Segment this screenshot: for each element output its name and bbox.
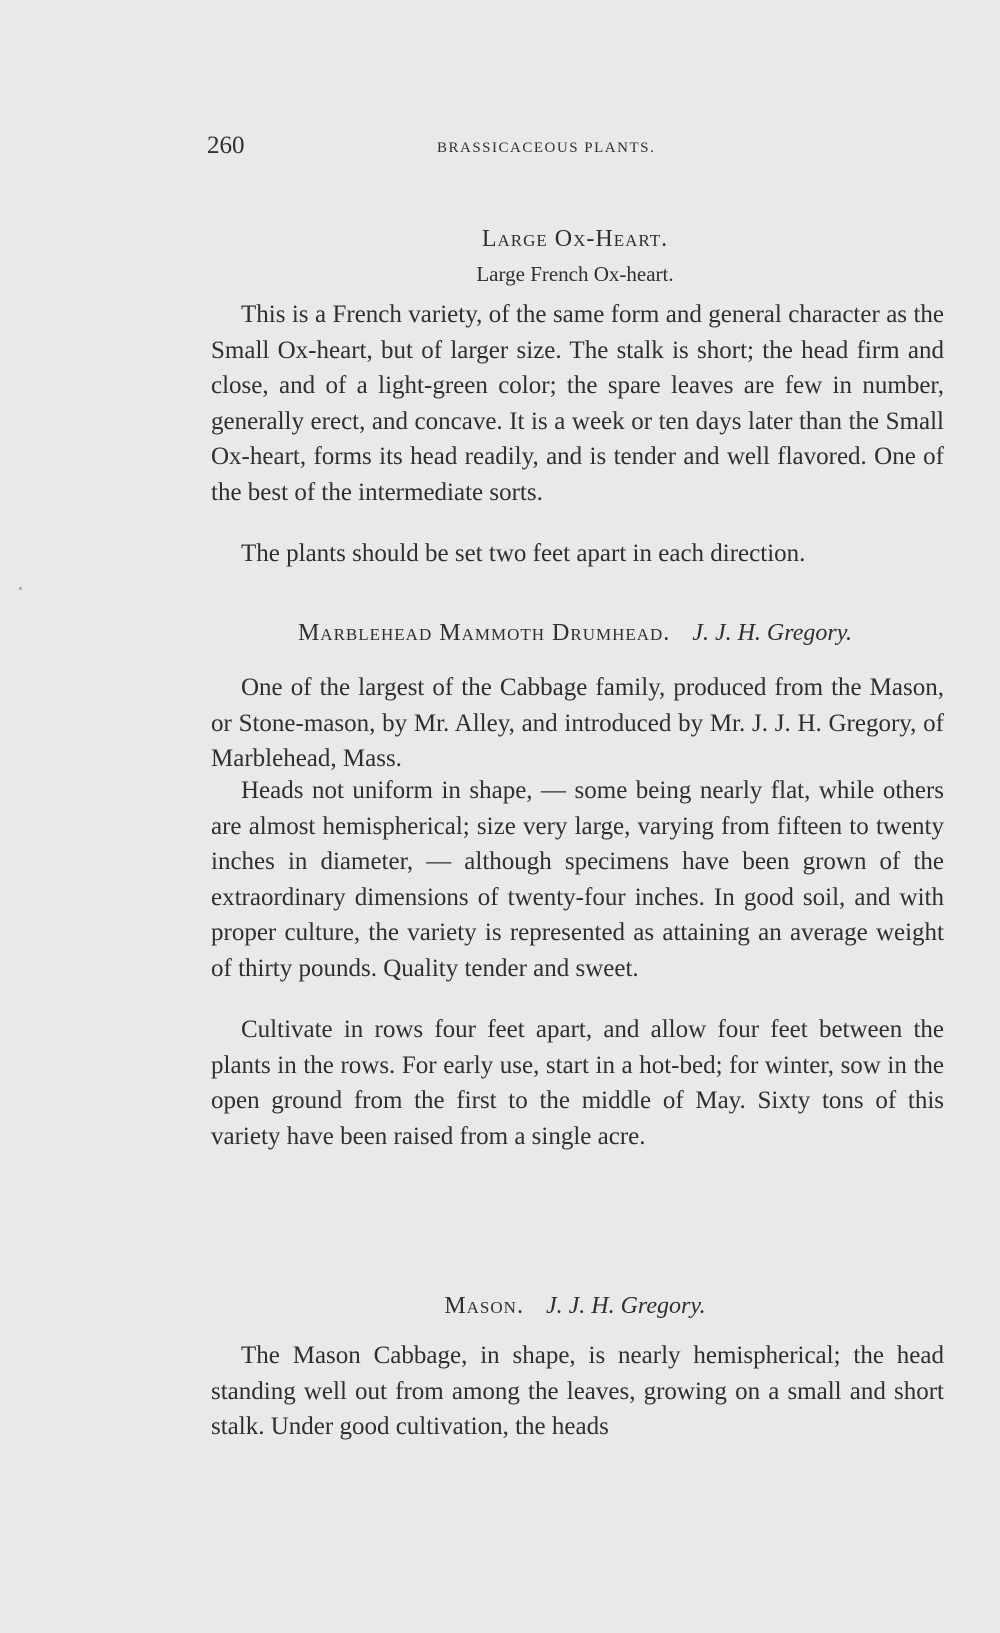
page-number: 260 (207, 132, 245, 159)
section-title: Marblehead Mammoth Drumhead. (297, 620, 671, 646)
section-heading-marblehead-mammoth-drumhead (200, 620, 950, 647)
running-title: BRASSICACEOUS PLANTS. (437, 140, 656, 156)
section-heading-large-ox-heart (200, 226, 950, 253)
paper-speck (19, 587, 22, 590)
section-author: J. J. H. Gregory. (545, 1293, 706, 1319)
section-author: J. J. H. Gregory. (692, 620, 853, 646)
paragraph: The Mason Cabbage, in shape, is nearly hemispherical; the head standing well out from among the leaves, growing on a small and short stalk. Under good cultivation, the heads (211, 1342, 944, 1440)
paragraph: Cultivate in rows four feet apart, and allow four feet between the plants in the rows. For early use, start in a hot-bed; for winter, sow in the open ground from the first to the middle of May. Sixty tons of this variety have been raised from a single acre. (211, 1016, 944, 1150)
running-head (207, 132, 717, 168)
paragraph: This is a French variety, of the same form and general character as the Small Ox-heart, but of larger size. The stalk is short; the head firm and close, and of a light-green color; the spare leaves are few in number, generally erect, and concave. It is a week or ten days later than the Small Ox-heart, forms its head readily, and is tender and well flavored. One of the best of the intermediate sorts. (211, 301, 944, 506)
paragraph: One of the largest of the Cabbage family, produced from the Mason, or Stone-mason, by Mr. Alley, and introduced by Mr. J. J. H. Gregory, of Marblehead, Mass. (211, 674, 944, 772)
section-title: Mason. (444, 1293, 524, 1319)
section-heading-mason (200, 1293, 950, 1320)
paragraph: The plants should be set two feet apart in each direction. (241, 540, 806, 567)
paragraph: Heads not uniform in shape, — some being nearly flat, while others are almost hemispherical; size very large, varying from fifteen to twenty inches in diameter, — although specimens have been grown of the extraordinary dimensions of twenty-four inches. In good soil, and with proper culture, the variety is represented as attaining an average weight of thirty pounds. Quality tender and sweet. (211, 777, 944, 982)
section-subtitle: Large French Ox-heart. (476, 262, 674, 286)
section-title: Large Ox-Heart. (481, 226, 669, 252)
